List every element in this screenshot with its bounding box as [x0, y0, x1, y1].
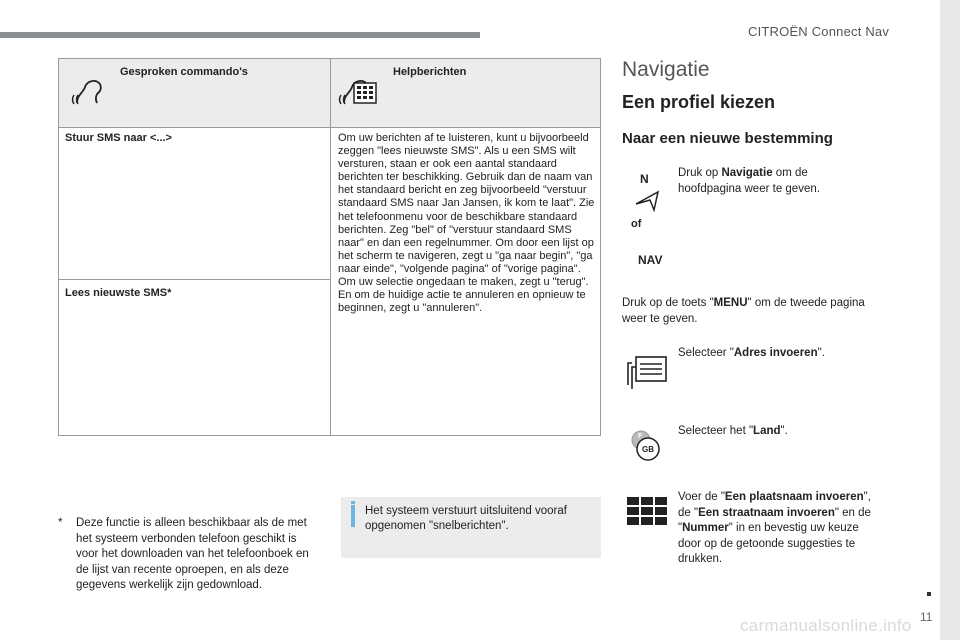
col1-header: Gesproken commando's	[120, 66, 248, 78]
help-text: Om uw berichten af te luisteren, kunt u bijvoorbeeld zeggen "lees nieuwste SMS". Als u een SMS wilt versturen, staan er ook een aantal standaard berichten ter beschikking. Gebruik dan de naam van het standaard bericht en zeg bijvoorbeeld "verstuur standaard SMS naar Jan Jansen, ik kom te laat". Zie het telefoonmenu voor de beschikbare standaard berichten. Zeg "bel" of "verstuur standaard SMS naar" en dan een regelnummer. Om door een lijst op het scherm te navigeren, zegt u "ga naar begin", "ga naar einde", "volgende pagina" of "vorige pagina". Om uw selectie ongedaan te maken, zegt u "terug". En om de huidige actie te annuleren en opnieuw te beginnen, zegt u "annuleren".	[338, 132, 595, 315]
side-strip	[940, 0, 960, 640]
subtitle: Een profiel kiezen	[622, 92, 776, 112]
country-icon-bottom: GB	[642, 445, 654, 454]
step5-text: Voer de "Een plaatsnaam invoeren", de "Een straatnaam invoeren" en de "Nummer" in en bevestig uw keuze door op de getoonde suggesties te drukken.	[678, 491, 871, 565]
watermark: carmanualsonline.info	[740, 616, 912, 635]
info-box	[341, 497, 601, 558]
table-row-command: Stuur SMS naar <...>	[65, 132, 172, 144]
col2-header: Helpberichten	[393, 66, 467, 78]
keypad-icon	[627, 497, 669, 532]
address-input-icon	[626, 355, 668, 394]
footnote-marker: *	[58, 517, 63, 529]
info-icon-bar	[351, 505, 355, 527]
or-label: of	[631, 218, 642, 230]
step2-text: Druk op de toets "MENU" om de tweede pagina weer te geven.	[622, 297, 865, 325]
table-column-divider	[330, 59, 331, 435]
table-row-command: Lees nieuwste SMS*	[65, 287, 172, 299]
voice-command-table	[58, 58, 601, 436]
header-bar	[0, 32, 480, 38]
subsubtitle: Naar een nieuwe bestemming	[622, 130, 833, 147]
table-row-divider	[59, 279, 330, 280]
step1-text: Druk op Navigatie om de hoofdpagina weer te geven.	[678, 167, 820, 195]
nav-button-label: NAV	[638, 253, 663, 267]
section-title: Navigatie	[622, 58, 710, 81]
info-icon	[351, 501, 355, 504]
navigation-icon	[628, 172, 664, 212]
info-text: Het systeem verstuurt uitsluitend vooraf opgenomen "snelberichten".	[365, 505, 567, 532]
help-message-icon	[338, 73, 378, 112]
page-marker	[927, 592, 931, 596]
header-title: CITROËN Connect Nav	[748, 24, 890, 39]
country-icon	[628, 428, 662, 462]
step3-text: Selecteer "Adres invoeren".	[678, 347, 825, 359]
footnote	[58, 516, 318, 594]
footnote-text: Deze functie is alleen beschikbaar als de met het systeem verbonden telefoon geschikt is voor het downloaden van het telefoonboek en de lijst van recente oproepen, en als deze gegevens werkelijk zijn gedownload.	[76, 517, 309, 592]
country-icon-top: F	[638, 433, 643, 440]
navigation-icon-letter: N	[640, 172, 649, 186]
page-number: 11	[920, 610, 933, 624]
step4-text: Selecteer het "Land".	[678, 425, 788, 437]
voice-command-icon	[71, 73, 105, 112]
